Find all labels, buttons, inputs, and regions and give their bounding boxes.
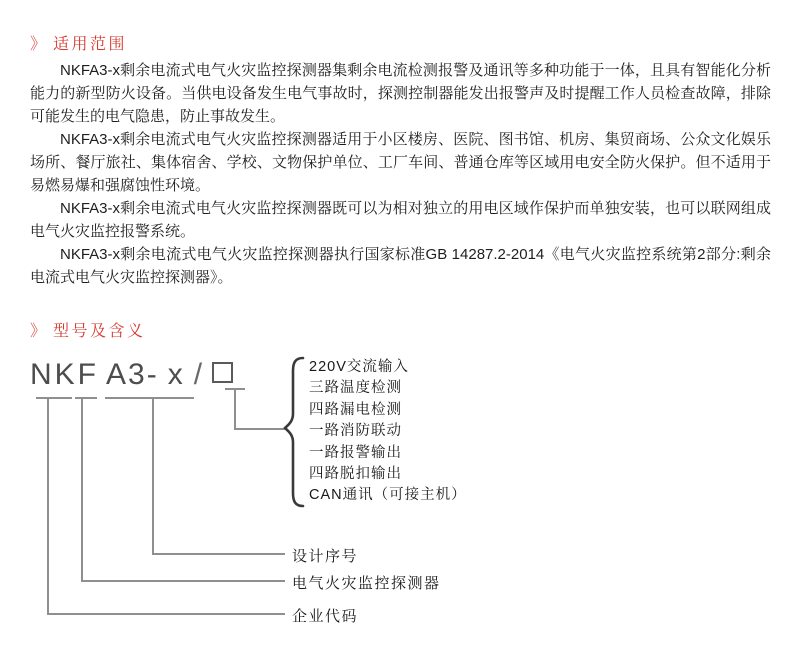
connector-serial	[152, 553, 285, 555]
model-section-title	[30, 318, 146, 341]
callout-stem-variant	[234, 388, 236, 430]
callout-detector-label: 电气火灾监控探测器	[292, 575, 441, 592]
connector-detector	[81, 580, 285, 582]
feature-item: CAN通讯（可接主机）	[309, 487, 467, 504]
feature-item: 四路脱扣输出	[309, 466, 402, 483]
feature-item: 三路温度检测	[309, 380, 402, 397]
model-series-code: A3-	[106, 358, 159, 391]
scope-paragraph: NKFA3-x剩余电流式电气火灾监控探测器集剩余电流检测报警及通讯等多种功能于一体，且具有智能化分析能力的新型防火设备。当供电设备发生电气事故时，探测控制器能发出报警声及时提醒工作人员检查故障，排除可能发生的电气隐患，防止事故发生。	[30, 62, 771, 125]
model-section-title-text: 型号及含义	[53, 323, 146, 340]
feature-item: 四路漏电检测	[309, 401, 402, 418]
scope-paragraph: NKFA3-x剩余电流式电气火灾监控探测器执行国家标准GB 14287.2-2014《电气火灾监控系统第2部分:剩余电流式电气火灾监控探测器》。	[30, 246, 771, 286]
scope-section-body	[30, 59, 771, 289]
model-variant-box-icon	[212, 362, 233, 383]
callout-stem-detector	[81, 397, 83, 582]
scope-section-title-text: 适用范围	[53, 36, 128, 53]
feature-item: 一路消防联动	[309, 423, 402, 440]
section-marker-icon: 》	[30, 323, 47, 340]
model-enterprise-code: NKF	[30, 358, 99, 391]
feature-brace-icon	[283, 356, 305, 508]
underline-detector	[75, 397, 97, 399]
callout-enterprise-label: 企业代码	[292, 608, 359, 625]
underline-enterprise	[36, 397, 72, 399]
underline-serial	[105, 397, 194, 399]
callout-serial-label: 设计序号	[292, 548, 359, 565]
callout-stem-serial	[152, 397, 154, 555]
model-serial-placeholder: x	[167, 358, 183, 391]
feature-item: 220V交流输入	[309, 359, 409, 375]
section-marker-icon: 》	[30, 36, 47, 53]
model-code	[30, 360, 233, 390]
scope-section-title	[30, 31, 127, 54]
callout-stem-enterprise	[47, 397, 49, 615]
scope-paragraph: NKFA3-x剩余电流式电气火灾监控探测器适用于小区楼房、医院、图书馆、机房、集贸商场、公众文化娱乐场所、餐厅旅社、集体宿舍、学校、文物保护单位、工厂车间、普通仓库等区域用电安全防火保护。但不适用于易燃易爆和强腐蚀性环境。	[30, 131, 771, 194]
connector-variant-to-brace	[234, 428, 285, 430]
scope-paragraph: NKFA3-x剩余电流式电气火灾监控探测器既可以为相对独立的用电区域作保护而单独安装，也可以联网组成电气火灾监控报警系统。	[30, 200, 771, 240]
connector-enterprise	[47, 613, 285, 615]
feature-item: 一路报警输出	[309, 444, 402, 461]
slash-separator: /	[193, 358, 203, 391]
feature-list	[309, 357, 467, 507]
